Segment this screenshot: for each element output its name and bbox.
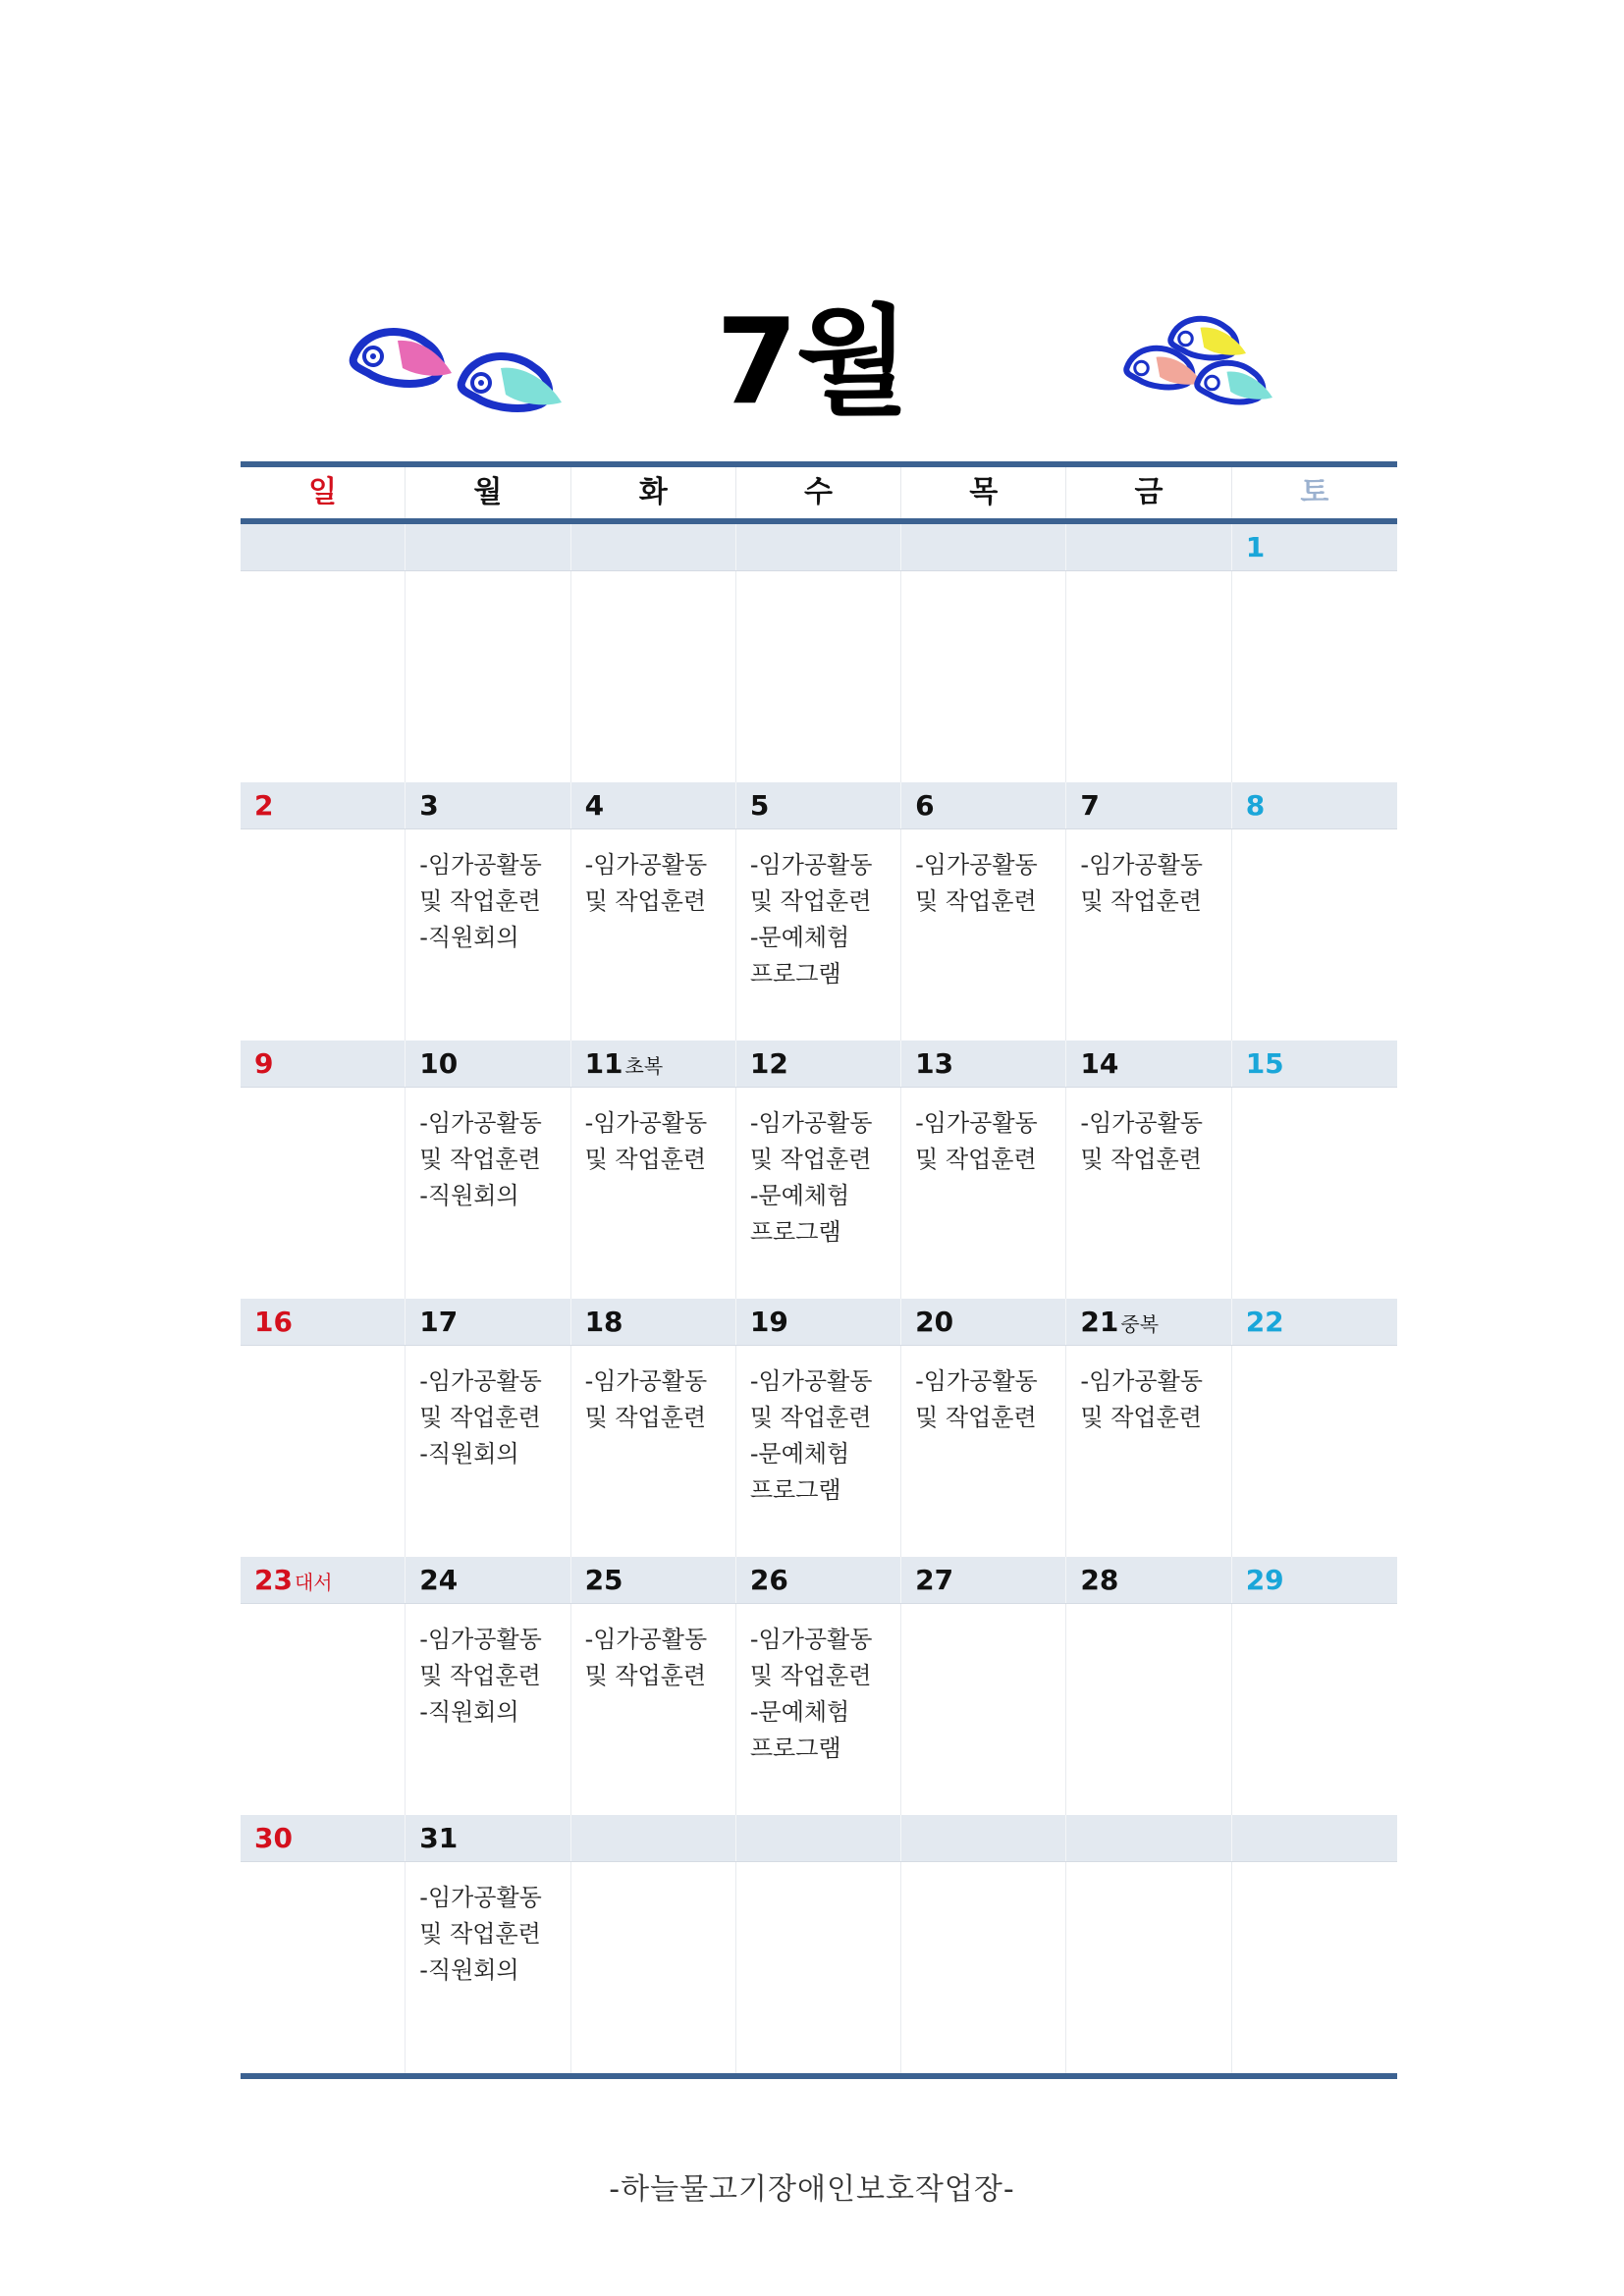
event-line: -임가공활동 <box>749 851 873 879</box>
event-line: 및 작업훈련 <box>419 1146 541 1173</box>
day-events <box>901 1346 1066 1557</box>
day-events <box>901 1604 1066 1815</box>
event-line: -문예체험 <box>749 1440 850 1468</box>
event-line: 및 작업훈련 <box>584 1146 707 1173</box>
day-events <box>736 1346 901 1557</box>
event-line: 및 작업훈련 <box>749 1662 872 1689</box>
event-line: -임가공활동 <box>419 851 542 879</box>
date-cell <box>406 524 570 570</box>
day-events <box>406 1088 570 1299</box>
event-line: 및 작업훈련 <box>915 1404 1037 1431</box>
day-events <box>241 571 406 782</box>
date-note: 초복 <box>624 1054 664 1078</box>
date-cell <box>571 1299 736 1345</box>
event-line: -임가공활동 <box>419 1367 542 1395</box>
date-number: 19 <box>749 1306 788 1338</box>
event-line: 및 작업훈련 <box>749 1146 872 1173</box>
day-events <box>1066 1604 1231 1815</box>
day-events <box>571 1346 736 1557</box>
calendar-week <box>241 1299 1397 1557</box>
event-line: 및 작업훈련 <box>419 1662 541 1689</box>
event-line: -임가공활동 <box>584 1109 708 1137</box>
day-events <box>241 1346 406 1557</box>
date-cell <box>571 1041 736 1087</box>
event-line: 및 작업훈련 <box>749 887 872 915</box>
date-number: 2 <box>254 789 274 822</box>
date-cell <box>241 782 406 828</box>
day-events <box>241 1862 406 2073</box>
event-line: -직원회의 <box>419 1440 519 1468</box>
day-events <box>571 1088 736 1299</box>
event-line: -임가공활동 <box>1080 1109 1203 1137</box>
weekday-sat: 토 <box>1300 475 1329 509</box>
day-events <box>241 829 406 1041</box>
date-cell <box>406 1299 570 1345</box>
day-events <box>1232 1604 1397 1815</box>
date-number: 7 <box>1080 789 1100 822</box>
events-row <box>241 571 1397 782</box>
fish-decoration-right-icon <box>1119 309 1286 417</box>
day-events <box>406 1346 570 1557</box>
event-line: 및 작업훈련 <box>584 1404 707 1431</box>
event-line: 및 작업훈련 <box>1080 1146 1202 1173</box>
calendar-week <box>241 1557 1397 1815</box>
date-cell <box>406 782 570 828</box>
day-events <box>571 1604 736 1815</box>
date-number: 9 <box>254 1047 274 1080</box>
date-cell <box>241 524 406 570</box>
date-cell <box>1232 1041 1397 1087</box>
calendar-week <box>241 524 1397 782</box>
date-number: 24 <box>419 1564 459 1596</box>
date-cell <box>406 1041 570 1087</box>
date-number: 6 <box>915 789 935 822</box>
date-cell <box>241 1299 406 1345</box>
event-line: -문예체험 <box>749 1182 850 1209</box>
calendar-week <box>241 782 1397 1041</box>
date-number: 31 <box>419 1822 459 1854</box>
date-cell <box>1232 782 1397 828</box>
day-events <box>571 829 736 1041</box>
date-note: 대서 <box>294 1571 333 1594</box>
date-cell <box>406 1557 570 1603</box>
date-cell <box>736 1041 901 1087</box>
date-cell <box>736 1557 901 1603</box>
date-number: 17 <box>419 1306 459 1338</box>
date-cell <box>901 1815 1066 1861</box>
date-cell <box>901 1041 1066 1087</box>
events-row <box>241 1604 1397 1815</box>
event-line: -임가공활동 <box>584 851 708 879</box>
event-line: -임가공활동 <box>584 1626 708 1653</box>
month-title: 7월 <box>716 294 908 431</box>
calendar <box>241 461 1397 2079</box>
day-events <box>1232 1088 1397 1299</box>
events-row <box>241 829 1397 1041</box>
day-events <box>736 829 901 1041</box>
day-events <box>901 829 1066 1041</box>
events-row <box>241 1346 1397 1557</box>
event-line: -직원회의 <box>419 1182 519 1209</box>
date-cell <box>1066 1557 1231 1603</box>
fish-decoration-left-icon <box>344 319 569 427</box>
date-number: 27 <box>915 1564 954 1596</box>
date-row <box>241 1557 1397 1604</box>
date-cell <box>1232 1557 1397 1603</box>
event-line: -직원회의 <box>419 1698 519 1726</box>
event-line: 프로그램 <box>749 1476 841 1504</box>
event-line: 및 작업훈련 <box>915 887 1037 915</box>
date-number: 3 <box>419 789 439 822</box>
date-number: 22 <box>1245 1306 1284 1338</box>
event-line: 프로그램 <box>749 1218 841 1246</box>
date-cell <box>571 782 736 828</box>
weekday-tue: 화 <box>571 467 736 518</box>
event-line: 및 작업훈련 <box>915 1146 1037 1173</box>
date-row <box>241 1299 1397 1346</box>
organization-footer: -하늘물고기장애인보호작업장- <box>609 2172 1015 2207</box>
date-row <box>241 782 1397 829</box>
date-number: 11 <box>584 1047 623 1080</box>
day-events <box>406 829 570 1041</box>
date-cell <box>1232 1299 1397 1345</box>
day-events <box>1232 1862 1397 2073</box>
day-events <box>406 1604 570 1815</box>
date-number: 4 <box>584 789 605 822</box>
event-line: -임가공활동 <box>1080 1367 1203 1395</box>
event-line: -임가공활동 <box>1080 851 1203 879</box>
day-events <box>241 1604 406 1815</box>
date-number: 13 <box>915 1047 954 1080</box>
date-number: 28 <box>1080 1564 1119 1596</box>
event-line: -임가공활동 <box>749 1109 873 1137</box>
event-line: -임가공활동 <box>584 1367 708 1395</box>
date-number: 1 <box>1245 531 1266 563</box>
event-line: -임가공활동 <box>915 851 1038 879</box>
event-line: 및 작업훈련 <box>419 1404 541 1431</box>
day-events <box>1232 1346 1397 1557</box>
day-events <box>901 1862 1066 2073</box>
date-cell <box>571 1557 736 1603</box>
day-events <box>1232 571 1397 782</box>
date-number: 5 <box>749 789 770 822</box>
date-cell <box>901 782 1066 828</box>
date-cell <box>1232 1815 1397 1861</box>
weekday-thu: 목 <box>901 467 1066 518</box>
weekday-sun: 일 <box>241 467 406 518</box>
date-number: 8 <box>1245 789 1266 822</box>
day-events <box>1066 829 1231 1041</box>
date-cell <box>736 524 901 570</box>
day-events <box>736 571 901 782</box>
date-row <box>241 1815 1397 1862</box>
date-cell <box>571 1815 736 1861</box>
date-number: 12 <box>749 1047 788 1080</box>
day-events <box>1066 1346 1231 1557</box>
date-cell <box>736 1299 901 1345</box>
date-cell <box>901 524 1066 570</box>
calendar-weeks <box>241 524 1397 2073</box>
day-events <box>1066 1862 1231 2073</box>
day-events <box>736 1088 901 1299</box>
date-number: 10 <box>419 1047 459 1080</box>
date-number: 14 <box>1080 1047 1119 1080</box>
date-number: 29 <box>1245 1564 1284 1596</box>
day-events <box>571 571 736 782</box>
date-cell <box>736 782 901 828</box>
event-line: 프로그램 <box>749 960 841 988</box>
weekday-header <box>241 467 1397 518</box>
day-events <box>1066 1088 1231 1299</box>
weekday-wed: 수 <box>736 467 901 518</box>
date-cell <box>241 1557 406 1603</box>
date-number: 20 <box>915 1306 954 1338</box>
event-line: 및 작업훈련 <box>1080 1404 1202 1431</box>
date-cell <box>571 524 736 570</box>
date-cell <box>1066 1299 1231 1345</box>
day-events <box>1066 571 1231 782</box>
date-cell <box>406 1815 570 1861</box>
event-line: -임가공활동 <box>419 1626 542 1653</box>
calendar-week <box>241 1815 1397 2073</box>
event-line: -문예체험 <box>749 924 850 951</box>
day-events <box>901 1088 1066 1299</box>
event-line: -임가공활동 <box>915 1367 1038 1395</box>
weekday-mon: 월 <box>406 467 570 518</box>
date-number: 30 <box>254 1822 293 1854</box>
event-line: 프로그램 <box>749 1735 841 1762</box>
event-line: -직원회의 <box>419 924 519 951</box>
event-line: -임가공활동 <box>915 1109 1038 1137</box>
date-cell <box>1066 1815 1231 1861</box>
date-number: 18 <box>584 1306 623 1338</box>
date-cell <box>901 1557 1066 1603</box>
date-cell <box>241 1815 406 1861</box>
date-number: 16 <box>254 1306 293 1338</box>
date-row <box>241 524 1397 571</box>
event-line: -임가공활동 <box>419 1109 542 1137</box>
date-cell <box>901 1299 1066 1345</box>
date-cell <box>241 1041 406 1087</box>
date-cell <box>1066 1041 1231 1087</box>
event-line: -임가공활동 <box>749 1367 873 1395</box>
date-cell <box>1066 782 1231 828</box>
event-line: -직원회의 <box>419 1956 519 1984</box>
date-number: 15 <box>1245 1047 1284 1080</box>
date-number: 21 <box>1080 1306 1119 1338</box>
day-events <box>736 1862 901 2073</box>
day-events <box>901 571 1066 782</box>
day-events <box>736 1604 901 1815</box>
event-line: 및 작업훈련 <box>749 1404 872 1431</box>
day-events <box>1232 829 1397 1041</box>
event-line: 및 작업훈련 <box>419 887 541 915</box>
events-row <box>241 1088 1397 1299</box>
event-line: 및 작업훈련 <box>584 887 707 915</box>
events-row <box>241 1862 1397 2073</box>
weekday-fri: 금 <box>1066 467 1231 518</box>
date-number: 25 <box>584 1564 623 1596</box>
day-events <box>571 1862 736 2073</box>
date-row <box>241 1041 1397 1088</box>
date-number: 26 <box>749 1564 788 1596</box>
event-line: -임가공활동 <box>749 1626 873 1653</box>
event-line: -문예체험 <box>749 1698 850 1726</box>
day-events <box>406 1862 570 2073</box>
date-number: 23 <box>254 1564 293 1596</box>
event-line: -임가공활동 <box>419 1884 542 1911</box>
event-line: 및 작업훈련 <box>1080 887 1202 915</box>
date-cell <box>1232 524 1397 570</box>
date-cell <box>736 1815 901 1861</box>
date-cell <box>1066 524 1231 570</box>
day-events <box>241 1088 406 1299</box>
calendar-week <box>241 1041 1397 1299</box>
event-line: 및 작업훈련 <box>419 1920 541 1948</box>
calendar-bottom-rule <box>241 2073 1397 2079</box>
event-line: 및 작업훈련 <box>584 1662 707 1689</box>
day-events <box>406 571 570 782</box>
date-note: 중복 <box>1120 1312 1160 1336</box>
